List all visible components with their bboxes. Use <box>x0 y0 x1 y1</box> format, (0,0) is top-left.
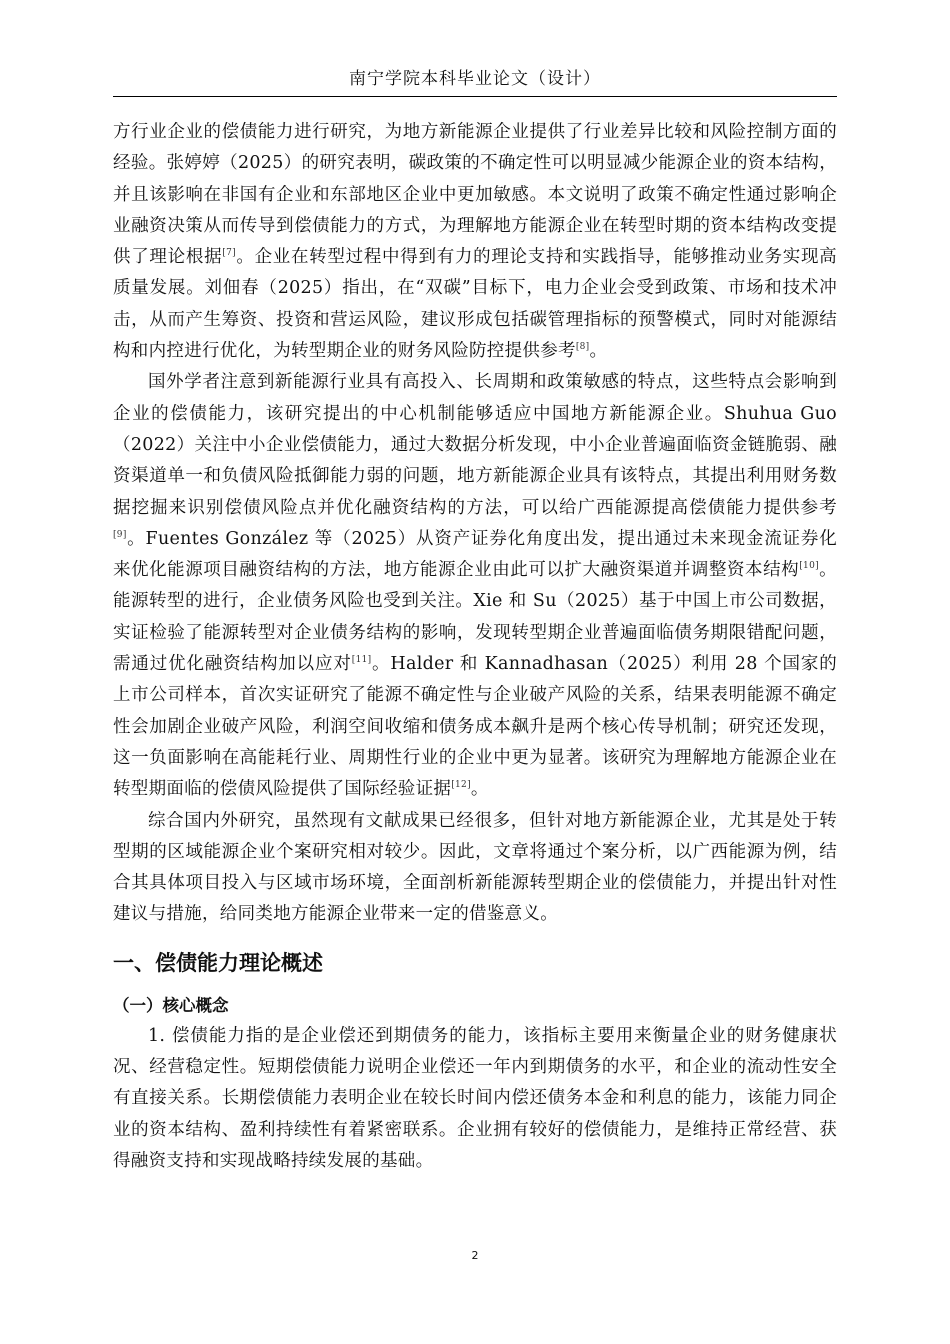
page-header-title: 南宁学院本科毕业论文（设计） <box>349 69 601 89</box>
citation-10: [10] <box>799 561 819 572</box>
paragraph-text: 。Halder 和 Kannadhasan（2025）利用 28 个国家的上市公司样本，首次实证研究了能源不确定性与企业破产风险的关系，结果表明能源不确定性会加剧企业破产风险，利润空间收缩和债务成本飙升是两个核心传导机制；研究还发现，这一负面影响在高能耗行业、周期性行业的企业中更为显著。该研究为理解地方能源企业在转型期面临的偿债风险提供了国际经验证据 <box>113 654 837 800</box>
paragraph-literature-domestic <box>113 117 837 367</box>
citation-9: [9] <box>113 530 127 541</box>
paragraph-text: 。 <box>589 341 608 362</box>
paragraph-literature-foreign <box>113 367 837 805</box>
citation-7: [7] <box>222 248 236 259</box>
page-number: 2 <box>471 1249 479 1262</box>
paragraph-text: 方行业企业的偿债能力进行研究，为地方新能源企业提供了行业差异比较和风险控制方面的经验。张婷婷（2025）的研究表明，碳政策的不确定性可以明显减少能源企业的资本结构，并且该影响在非国有企业和东部地区企业中更加敏感。本文说明了政策不确定性通过影响企业融资决策从而传导到偿债能力的方式，为理解地方能源企业在转型时期的资本结构改变提供了理论根据 <box>113 122 837 268</box>
paragraph-text: 。 <box>470 779 489 800</box>
paragraph-text: 。Fuentes González 等（2025）从资产证券化角度出发，提出通过未来现金流证券化来优化能源项目融资结构的方法，地方能源企业由此可以扩大融资渠道并调整资本结构 <box>113 528 837 581</box>
citation-11: [11] <box>351 655 372 666</box>
section-heading: 一、偿债能力理论概述 <box>113 950 323 975</box>
paragraph-text: 。能源转型的进行，企业债务风险也受到关注。Xie 和 Su（2025）基于中国上市公司数据，实证检验了能源转型对企业债务结构的影响，发现转型期企业普遍面临债务期限错配问题，需通过优化融资结构加以应对 <box>113 560 837 675</box>
paragraph-summary: 综合国内外研究，虽然现有文献成果已经很多，但针对地方新能源企业，尤其是处于转型期的区域能源企业个案研究相对较少。因此，文章将通过个案分析，以广西能源为例，结合其具体项目投入与区域市场环境，全面剖析新能源转型期企业的偿债能力，并提出针对性建议与措施，给同类地方能源企业带来一定的借鉴意义。 <box>113 810 837 925</box>
subsection-heading: （一）核心概念 <box>113 995 229 1015</box>
paragraph-text: 。企业在转型过程中得到有力的理论支持和实践指导，能够推动业务实现高质量发展。刘佃春（2025）指出，在“双碳”目标下，电力企业会受到政策、市场和技术冲击，从而产生筹资、投资和营运风险，建议形成包括碳管理指标的预警模式，同时对能源结构和内控进行优化，为转型期企业的财务风险防控提供参考 <box>113 247 837 362</box>
citation-12: [12] <box>451 780 471 791</box>
paragraph-text: 国外学者注意到新能源行业具有高投入、长周期和政策敏感的特点，这些特点会影响到企业的偿债能力，该研究提出的中心机制能够适应中国地方新能源企业。Shuhua Guo（2022）关注中小企业偿债能力，通过大数据分析发现，中小企业普遍面临资金链脆弱、融资渠道单一和负债风险抵御能力弱的问题，地方新能源企业具有该特点，其提出利用财务数据挖掘来识别偿债风险点并优化融资结构的方法，可以给广西能源提高偿债能力提供参考 <box>113 372 837 518</box>
paragraph-core-concept: 1. 偿债能力指的是企业偿还到期债务的能力，该指标主要用来衡量企业的财务健康状况、经营稳定性。短期偿债能力说明企业偿还一年内到期债务的水平，和企业的流动性安全有直接关系。长期偿债能力表明企业在较长时间内偿还债务本金和利息的能力，该能力同企业的资本结构、盈利持续性有着紧密联系。企业拥有较好的偿债能力，是维持正常经营、获得融资支持和实现战略持续发展的基础。 <box>113 1025 837 1171</box>
citation-8: [8] <box>575 342 590 353</box>
document-body <box>113 117 837 1177</box>
header-divider <box>113 96 837 97</box>
